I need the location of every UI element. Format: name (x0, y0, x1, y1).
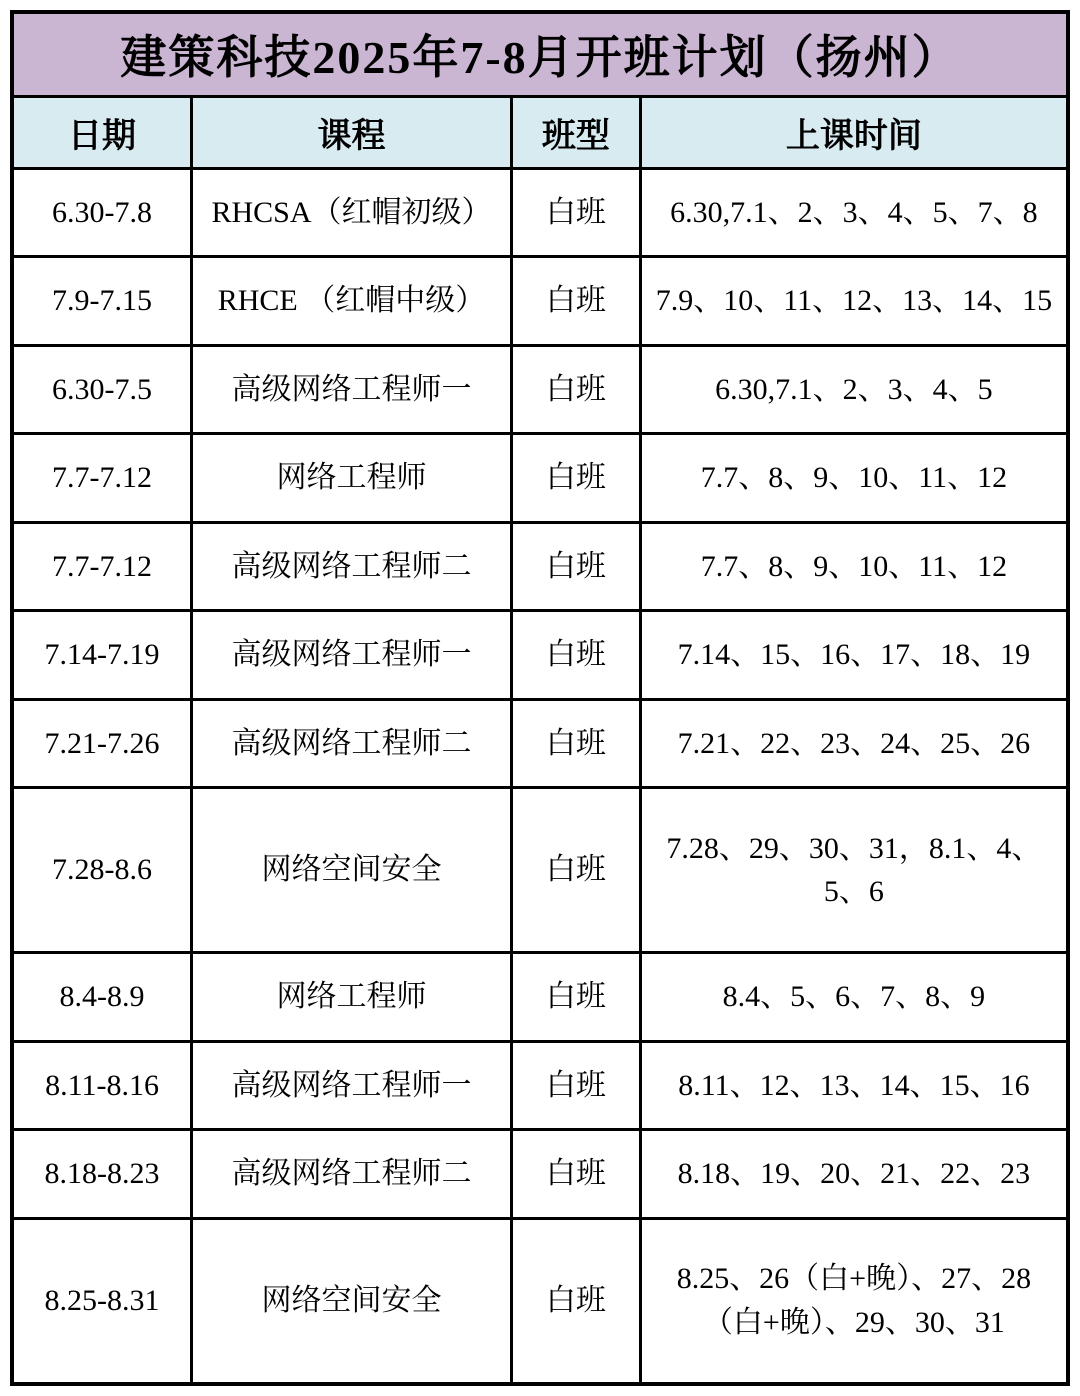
table-row (12, 699, 1068, 788)
schedule-cell: 6.30,7.1、2、3、4、5、7、8 (640, 168, 1068, 257)
class-type-cell: 白班 (511, 168, 640, 257)
course-cell: 网络工程师 (192, 953, 512, 1042)
schedule-cell: 7.28、29、30、31，8.1、4、5、6 (640, 788, 1068, 953)
column-header-class-type: 班型 (511, 96, 640, 168)
class-type-cell: 白班 (511, 611, 640, 700)
table-row (12, 1041, 1068, 1130)
table-row (12, 1218, 1068, 1384)
course-cell: 网络工程师 (192, 434, 512, 523)
table-row (12, 1130, 1068, 1219)
class-type-cell: 白班 (511, 434, 640, 523)
schedule-cell: 7.9、10、11、12、13、14、15 (640, 257, 1068, 346)
schedule-cell: 7.7、8、9、10、11、12 (640, 434, 1068, 523)
class-type-cell: 白班 (511, 1041, 640, 1130)
date-cell: 8.25-8.31 (12, 1218, 192, 1384)
date-cell: 7.7-7.12 (12, 434, 192, 523)
table-row (12, 345, 1068, 434)
class-type-cell: 白班 (511, 699, 640, 788)
schedule-cell: 7.7、8、9、10、11、12 (640, 522, 1068, 611)
table-row (12, 257, 1068, 346)
date-cell: 8.18-8.23 (12, 1130, 192, 1219)
course-cell: 高级网络工程师二 (192, 1130, 512, 1219)
table-row (12, 168, 1068, 257)
schedule-cell: 8.4、5、6、7、8、9 (640, 953, 1068, 1042)
table-row (12, 522, 1068, 611)
schedule-cell: 8.18、19、20、21、22、23 (640, 1130, 1068, 1219)
date-cell: 8.4-8.9 (12, 953, 192, 1042)
course-cell: RHCE （红帽中级） (192, 257, 512, 346)
column-header-course: 课程 (192, 96, 512, 168)
schedule-cell: 8.11、12、13、14、15、16 (640, 1041, 1068, 1130)
course-cell: 高级网络工程师一 (192, 1041, 512, 1130)
date-cell: 6.30-7.8 (12, 168, 192, 257)
course-cell: 高级网络工程师二 (192, 522, 512, 611)
title-row (12, 12, 1068, 96)
course-cell: 高级网络工程师一 (192, 611, 512, 700)
class-type-cell: 白班 (511, 788, 640, 953)
course-cell: RHCSA（红帽初级） (192, 168, 512, 257)
class-type-cell: 白班 (511, 257, 640, 346)
page-title: 建策科技2025年7-8月开班计划（扬州） (12, 12, 1068, 96)
header-row (12, 96, 1068, 168)
date-cell: 7.14-7.19 (12, 611, 192, 700)
class-type-cell: 白班 (511, 953, 640, 1042)
table-row (12, 434, 1068, 523)
course-cell: 网络空间安全 (192, 1218, 512, 1384)
course-cell: 网络空间安全 (192, 788, 512, 953)
column-header-schedule: 上课时间 (640, 96, 1068, 168)
table-row (12, 611, 1068, 700)
class-type-cell: 白班 (511, 345, 640, 434)
table-row (12, 788, 1068, 953)
date-cell: 7.28-8.6 (12, 788, 192, 953)
class-type-cell: 白班 (511, 1218, 640, 1384)
column-header-date: 日期 (12, 96, 192, 168)
date-cell: 7.9-7.15 (12, 257, 192, 346)
table-row (12, 953, 1068, 1042)
date-cell: 7.7-7.12 (12, 522, 192, 611)
date-cell: 8.11-8.16 (12, 1041, 192, 1130)
course-cell: 高级网络工程师一 (192, 345, 512, 434)
date-cell: 6.30-7.5 (12, 345, 192, 434)
schedule-cell: 7.21、22、23、24、25、26 (640, 699, 1068, 788)
schedule-cell: 8.25、26（白+晚）、27、28（白+晚）、29、30、31 (640, 1218, 1068, 1384)
course-cell: 高级网络工程师二 (192, 699, 512, 788)
schedule-table (10, 10, 1070, 1386)
schedule-cell: 7.14、15、16、17、18、19 (640, 611, 1068, 700)
class-type-cell: 白班 (511, 1130, 640, 1219)
date-cell: 7.21-7.26 (12, 699, 192, 788)
class-type-cell: 白班 (511, 522, 640, 611)
schedule-cell: 6.30,7.1、2、3、4、5 (640, 345, 1068, 434)
